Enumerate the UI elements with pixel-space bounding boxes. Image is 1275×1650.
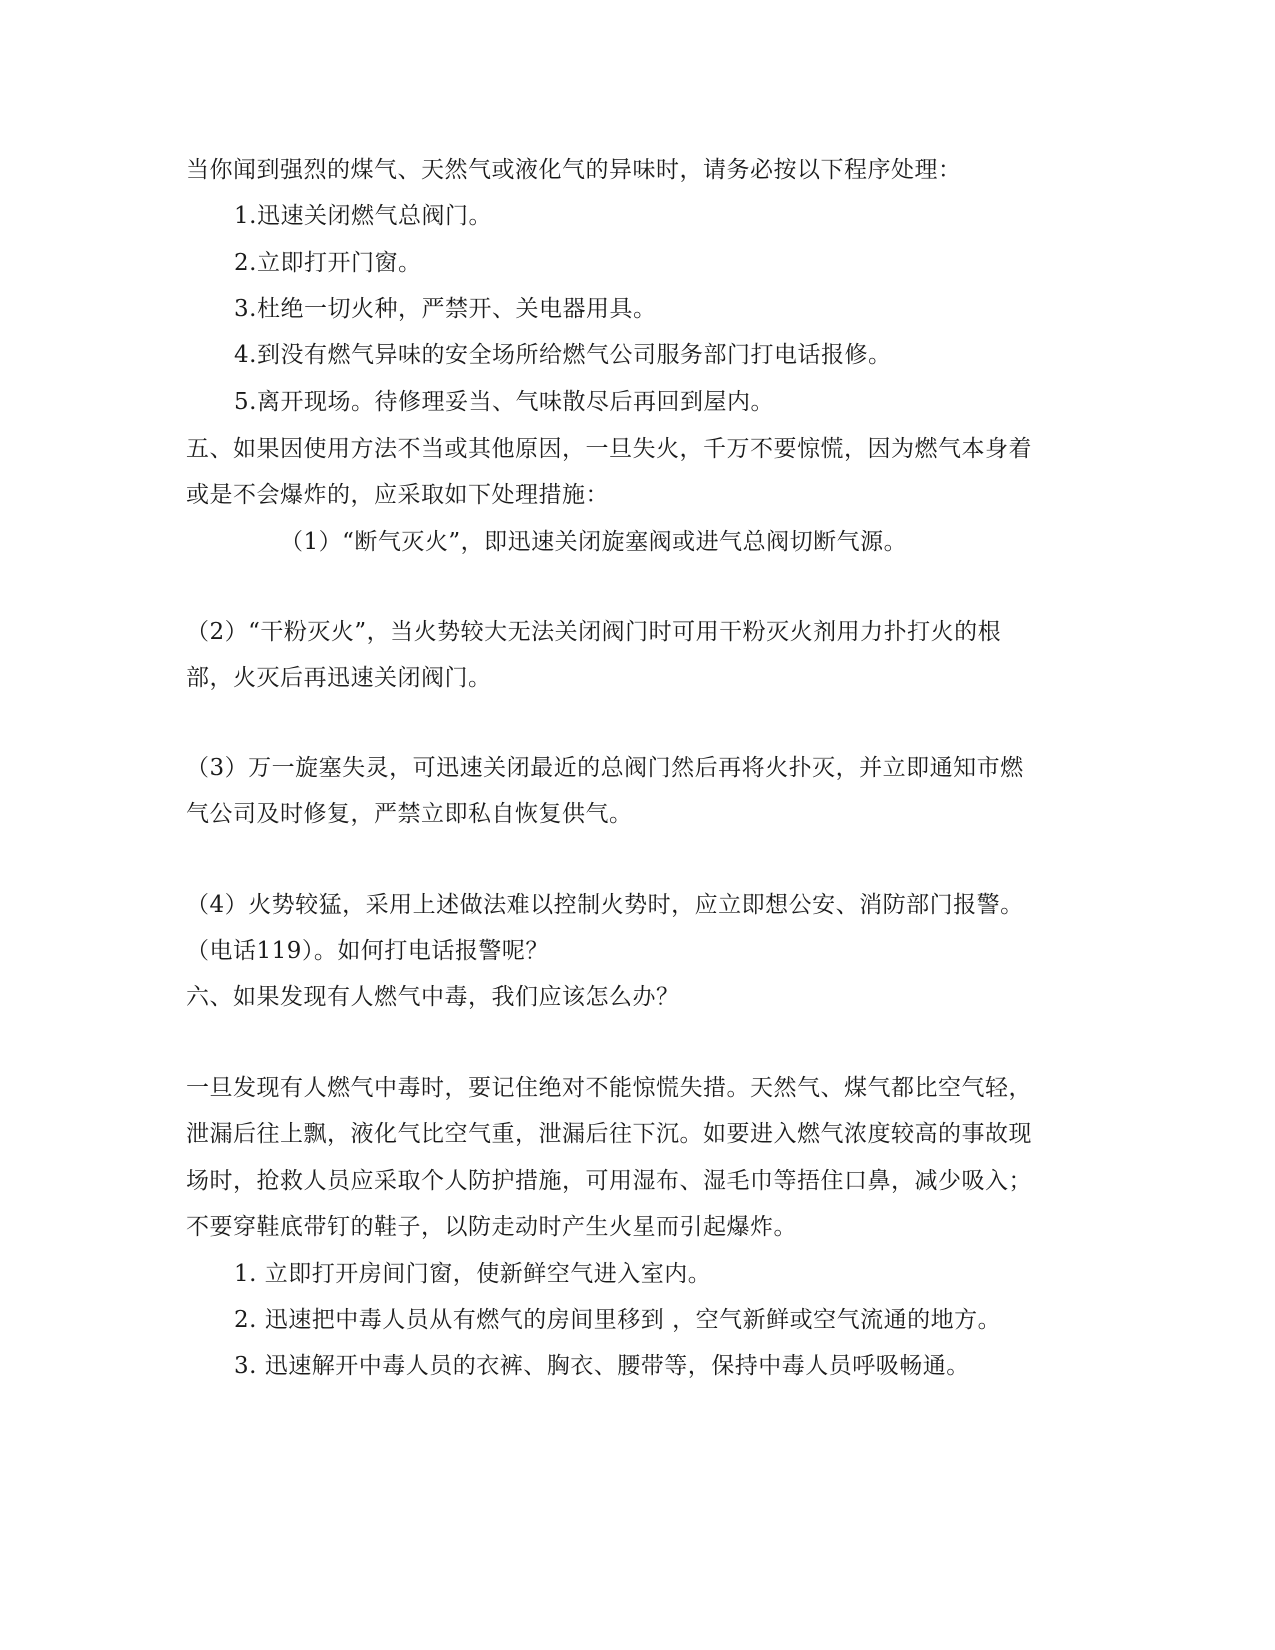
measure-1: （1）“断气灭火”，即迅速关闭旋塞阀或进气总阀切断气源。 bbox=[280, 529, 908, 555]
measure-4: （4）火势较猛，采用上述做法难以控制火势时，应立即想公安、消防部门报警。 bbox=[186, 892, 1024, 918]
poisoning-paragraph-line-2: 泄漏后往上飘，液化气比空气重，泄漏后往下沉。如要进入燃气浓度较高的事故现 bbox=[186, 1121, 1032, 1147]
step-5: 5.离开现场。待修理妥当、气味散尽后再回到屋内。 bbox=[234, 389, 774, 415]
rescue-step-3: 3. 迅速解开中毒人员的衣裤、胸衣、腰带等，保持中毒人员呼吸畅通。 bbox=[234, 1353, 970, 1379]
step-4: 4.到没有燃气异味的安全场所给燃气公司服务部门打电话报修。 bbox=[234, 342, 892, 368]
measure-3-cont: 气公司及时修复，严禁立即私自恢复供气。 bbox=[186, 801, 633, 827]
measure-3: （3）万一旋塞失灵，可迅速关闭最近的总阀门然后再将火扑灭，并立即通知市燃 bbox=[186, 755, 1024, 781]
measure-2: （2）“干粉灭火”，当火势较大无法关闭阀门时可用干粉灭火剂用力扑打火的根 bbox=[186, 619, 1002, 645]
section-5-heading: 五、如果因使用方法不当或其他原因，一旦失火，千万不要惊慌，因为燃气本身着 bbox=[186, 436, 1032, 462]
rescue-step-2: 2. 迅速把中毒人员从有燃气的房间里移到 ，空气新鲜或空气流通的地方。 bbox=[234, 1307, 1002, 1333]
intro-paragraph: 当你闻到强烈的煤气、天然气或液化气的异味时，请务必按以下程序处理： bbox=[186, 157, 962, 183]
poisoning-paragraph-line-4: 不要穿鞋底带钉的鞋子，以防走动时产生火星而引起爆炸。 bbox=[186, 1214, 797, 1240]
section-6-heading: 六、如果发现有人燃气中毒，我们应该怎么办？ bbox=[186, 984, 680, 1010]
section-5-heading-cont: 或是不会爆炸的，应采取如下处理措施： bbox=[186, 482, 609, 508]
step-2: 2.立即打开门窗。 bbox=[234, 250, 422, 276]
step-3: 3.杜绝一切火种，严禁开、关电器用具。 bbox=[234, 296, 657, 322]
rescue-step-1: 1. 立即打开房间门窗，使新鲜空气进入室内。 bbox=[234, 1261, 712, 1287]
step-1: 1.迅速关闭燃气总阀门。 bbox=[234, 203, 492, 229]
measure-2-cont: 部，火灭后再迅速关闭阀门。 bbox=[186, 665, 492, 691]
poisoning-paragraph-line-3: 场时，抢救人员应采取个人防护措施，可用湿布、湿毛巾等捂住口鼻，减少吸入； bbox=[186, 1168, 1032, 1194]
measure-4-cont: （电话119）。如何打电话报警呢？ bbox=[186, 938, 549, 964]
poisoning-paragraph-line-1: 一旦发现有人燃气中毒时，要记住绝对不能惊慌失措。天然气、煤气都比空气轻， bbox=[186, 1075, 1032, 1101]
